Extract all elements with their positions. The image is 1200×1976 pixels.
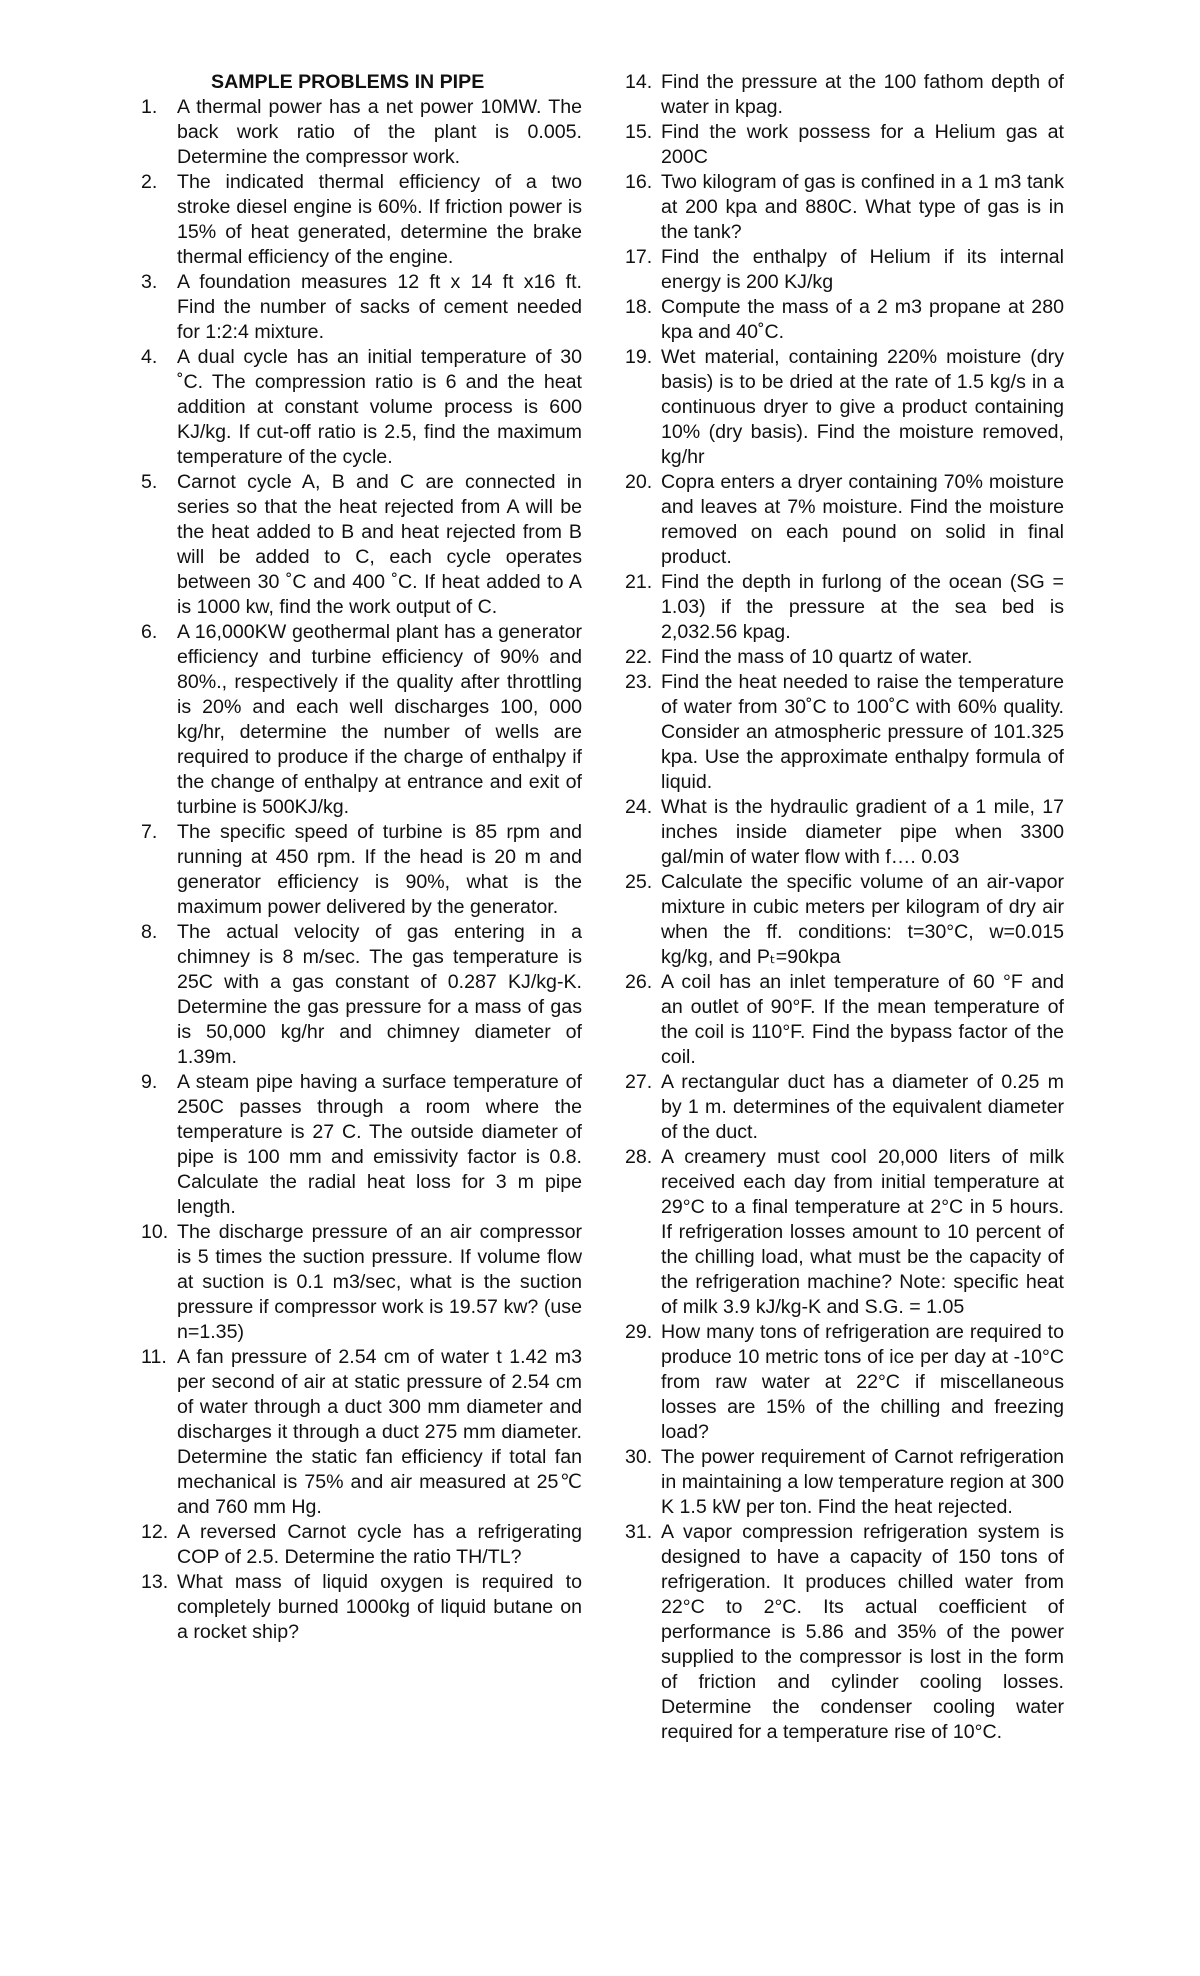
problem-number: 13. [141, 1571, 169, 1593]
problem-text: The specific speed of turbine is 85 rpm and running at 450 rpm. If the head is 20 m and generator efficiency is 90%, what is the maximum power delivered by the generator. [177, 821, 582, 918]
problem-item [141, 1220, 582, 1345]
problem-item [625, 1445, 1064, 1520]
problem-text: A coil has an inlet temperature of 60 °F and an outlet of 90°F. If the mean temperature of the coil is 110°F. Find the bypass factor of the coil. [661, 971, 1064, 1068]
problem-item [625, 645, 1064, 670]
problem-text: Find the work possess for a Helium gas at 200C [661, 121, 1064, 168]
problem-text: A foundation measures 12 ft x 14 ft x16 ft. Find the number of sacks of cement needed for 1:2:4 mixture. [177, 271, 582, 343]
problem-number: 10. [141, 1221, 169, 1243]
problem-number: 18. [625, 296, 653, 318]
problem-number: 3. [141, 271, 158, 293]
problem-text: A thermal power has a net power 10MW. The back work ratio of the plant is 0.005. Determine the compressor work. [177, 96, 582, 168]
problem-text: Copra enters a dryer containing 70% moisture and leaves at 7% moisture. Find the moisture removed on each pound on solid in final product. [661, 471, 1064, 568]
problem-item [625, 670, 1064, 795]
problem-item [141, 820, 582, 920]
problem-item [141, 620, 582, 820]
problem-text: A vapor compression refrigeration system is designed to have a capacity of 150 tons of refrigeration. It produces chilled water from 22°C to 2°C. Its actual coefficient of performance is 5.86 and 35% of the power supplied to the compressor is lost in the form of friction and cylinder cooling losses. Determine the condenser cooling water required for a temperature rise of 10°C. [661, 1521, 1064, 1743]
problem-number: 11. [141, 1346, 167, 1368]
problem-text: What mass of liquid oxygen is required to completely burned 1000kg of liquid butane on a rocket ship? [177, 1571, 582, 1643]
problem-number: 26. [625, 971, 653, 993]
problem-item [625, 120, 1064, 170]
problem-number: 8. [141, 921, 158, 943]
problem-number: 15. [625, 121, 653, 143]
problem-number: 9. [141, 1071, 158, 1093]
page-title: SAMPLE PROBLEMS IN PIPE [211, 71, 485, 93]
problem-text: A steam pipe having a surface temperature of 250C passes through a room where the temperature is 27 C. The outside diameter of pipe is 100 mm and emissivity factor is 0.8. Calculate the radial heat loss for 3 m pipe length. [177, 1071, 582, 1218]
problem-list-left [141, 95, 582, 1645]
problem-number: 7. [141, 821, 158, 843]
problem-item [625, 1070, 1064, 1145]
problem-text: A creamery must cool 20,000 liters of milk received each day from initial temperature at 29°C to a final temperature at 2°C in 5 hours. If refrigeration losses amount to 10 percent of the chilling load, what must be the capacity of the refrigeration machine? Note: specific heat of milk 3.9 kJ/kg-K and S.G. = 1.05 [661, 1146, 1064, 1318]
problem-number: 31. [625, 1521, 653, 1543]
problem-number: 2. [141, 171, 158, 193]
problem-number: 23. [625, 671, 653, 693]
problem-number: 29. [625, 1321, 653, 1343]
problem-text: Find the mass of 10 quartz of water. [661, 646, 973, 668]
problem-item [141, 1345, 582, 1520]
problem-item [141, 920, 582, 1070]
problem-text: A fan pressure of 2.54 cm of water t 1.42 m3 per second of air at static pressure of 2.54 cm of water through a duct 300 mm diameter and discharges it through a duct 275 mm diameter. Determine the static fan efficiency if total fan mechanical is 75% and air measured at 25℃ and 760 mm Hg. [177, 1346, 582, 1518]
problem-number: 4. [141, 346, 158, 368]
problem-item [625, 470, 1064, 570]
problem-text: What is the hydraulic gradient of a 1 mile, 17 inches inside diameter pipe when 3300 gal/min of water flow with f…. 0.03 [661, 796, 1064, 868]
problem-item [625, 345, 1064, 470]
problem-text: Find the enthalpy of Helium if its internal energy is 200 KJ/kg [661, 246, 1064, 293]
problem-item [141, 1520, 582, 1570]
problem-text: The indicated thermal efficiency of a two stroke diesel engine is 60%. If friction power is 15% of heat generated, determine the brake thermal efficiency of the engine. [177, 171, 582, 268]
problem-item [625, 1520, 1064, 1745]
problem-item [141, 345, 582, 470]
problem-text: The actual velocity of gas entering in a chimney is 8 m/sec. The gas temperature is 25C with a gas constant of 0.287 KJ/kg-K. Determine the gas pressure for a mass of gas is 50,000 kg/hr and chimney diameter of 1.39m. [177, 921, 582, 1068]
problem-text: The power requirement of Carnot refrigeration in maintaining a low temperature region at 300 K 1.5 kW per ton. Find the heat rejected. [661, 1446, 1065, 1518]
problem-text: Compute the mass of a 2 m3 propane at 280 kpa and 40˚C. [661, 296, 1064, 343]
problem-text: The discharge pressure of an air compressor is 5 times the suction pressure. If volume flow at suction is 0.1 m3/sec, what is the suction pressure if compressor work is 19.57 kw? (use n=1.35) [177, 1221, 582, 1343]
problem-number: 27. [625, 1071, 653, 1093]
problem-item [625, 1320, 1064, 1445]
problem-item [141, 270, 582, 345]
problem-item [141, 170, 582, 270]
problem-number: 12. [141, 1521, 169, 1543]
problem-item [141, 470, 582, 620]
problem-text: How many tons of refrigeration are required to produce 10 metric tons of ice per day at -10°C from raw water at 22°C if miscellaneous losses are 15% of the chilling and freezing load? [661, 1321, 1064, 1443]
problem-item [625, 170, 1064, 245]
problem-text: Carnot cycle A, B and C are connected in series so that the heat rejected from A will be the heat added to B and heat rejected from B will be added to C, each cycle operates between 30 ˚C and 400 ˚C. If heat added to A is 1000 kw, find the work output of C. [177, 471, 582, 618]
problem-text: Find the depth in furlong of the ocean (SG = 1.03) if the pressure at the sea bed is 2,032.56 kpag. [661, 571, 1064, 643]
problem-number: 1. [141, 96, 158, 118]
problem-list-right [625, 70, 1064, 1745]
problem-number: 24. [625, 796, 653, 818]
problem-item [625, 245, 1064, 295]
problem-number: 5. [141, 471, 158, 493]
problem-text: A 16,000KW geothermal plant has a generator efficiency and turbine efficiency of 90% and 80%., respectively if the quality after throttling is 20% and each well discharges 100, 000 kg/hr, determine the number of wells are required to produce if the charge of enthalpy if the change of enthalpy at entrance and exit of turbine is 500KJ/kg. [177, 621, 582, 818]
problem-item [625, 870, 1064, 970]
problem-number: 30. [625, 1446, 653, 1468]
problem-item [141, 1070, 582, 1220]
problem-item [141, 95, 582, 170]
problem-text: A rectangular duct has a diameter of 0.25 m by 1 m. determines of the equivalent diameter of the duct. [661, 1071, 1064, 1143]
problem-text: A reversed Carnot cycle has a refrigerating COP of 2.5. Determine the ratio TH/TL? [177, 1521, 582, 1568]
problem-text: Find the heat needed to raise the temperature of water from 30˚C to 100˚C with 60% quality. Consider an atmospheric pressure of 101.325 kpa. Use the approximate enthalpy formula of liquid. [661, 671, 1064, 793]
problem-number: 20. [625, 471, 653, 493]
problem-number: 25. [625, 871, 653, 893]
problem-text: Wet material, containing 220% moisture (dry basis) is to be dried at the rate of 1.5 kg/s in a continuous dryer to give a product containing 10% (dry basis). Find the moisture removed, kg/hr [661, 346, 1064, 468]
problem-text: Calculate the specific volume of an air-vapor mixture in cubic meters per kilogram of dry air when the ff. conditions: t=30°C, w=0.015 kg/kg, and Pₜ=90kpa [661, 871, 1064, 968]
problem-text: Find the pressure at the 100 fathom depth of water in kpag. [661, 71, 1064, 118]
right-column [625, 70, 1064, 1745]
problem-item [625, 795, 1064, 870]
problem-number: 21. [625, 571, 653, 593]
problem-item [625, 295, 1064, 345]
problem-number: 16. [625, 171, 653, 193]
left-column [141, 70, 582, 1645]
problem-item [625, 70, 1064, 120]
problem-number: 28. [625, 1146, 653, 1168]
problem-item [625, 570, 1064, 645]
problem-number: 6. [141, 621, 158, 643]
problem-number: 17. [625, 246, 653, 268]
problem-number: 22. [625, 646, 653, 668]
problem-number: 19. [625, 346, 653, 368]
problem-item [625, 970, 1064, 1070]
problem-text: A dual cycle has an initial temperature of 30 ˚C. The compression ratio is 6 and the heat addition at constant volume process is 600 KJ/kg. If cut-off ratio is 2.5, find the maximum temperature of the cycle. [177, 346, 582, 468]
problem-item [625, 1145, 1064, 1320]
problem-text: Two kilogram of gas is confined in a 1 m3 tank at 200 kpa and 880C. What type of gas is in the tank? [661, 171, 1064, 243]
problem-item [141, 1570, 582, 1645]
problem-number: 14. [625, 71, 653, 93]
